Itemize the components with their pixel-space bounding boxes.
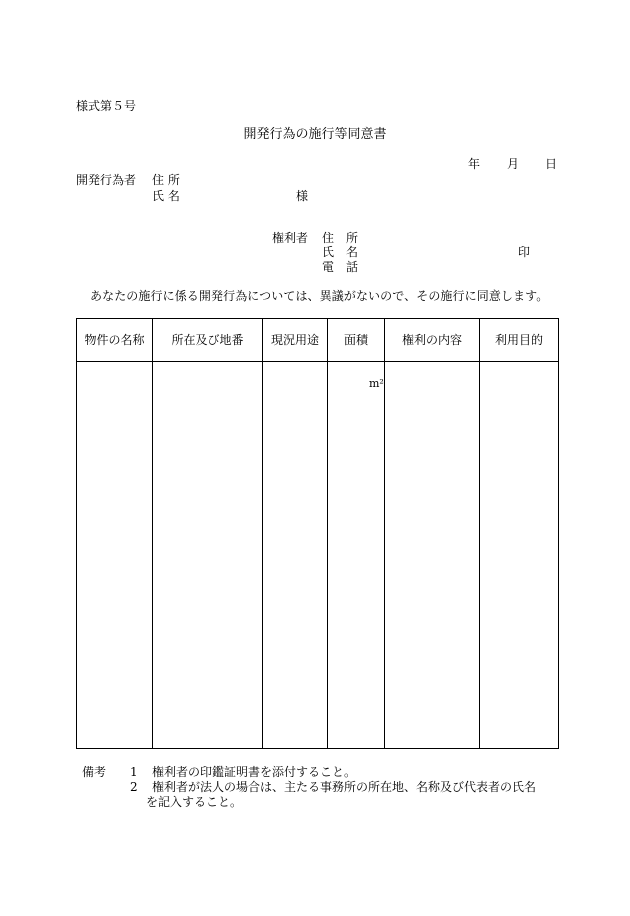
table-row (77, 362, 559, 749)
right-holder-phone-label: 電 話 (322, 260, 359, 274)
note-number: 2 (130, 780, 138, 794)
seal-mark: 印 (518, 245, 531, 259)
date-month-label: 月 (507, 157, 520, 171)
cell-current-use[interactable] (263, 362, 328, 749)
note-continuation: を記入すること。 (146, 795, 243, 809)
note-text: 権利者の印鑑証明書を添付すること。 (152, 765, 357, 779)
developer-address-label: 住 所 (152, 173, 180, 187)
area-unit: m² (369, 377, 384, 390)
note-text: 権利者が法人の場合は、主たる事務所の所在地、名称及び代表者の氏名 (152, 780, 537, 794)
consent-statement: あなたの施行に係る開発行為については、異議がないので、その施行に同意します。 (90, 289, 549, 303)
header-current-use: 現況用途 (263, 319, 328, 362)
date-year-label: 年 (468, 157, 481, 171)
note-number: 1 (130, 765, 138, 779)
cell-location[interactable] (153, 362, 263, 749)
right-holder-label: 権利者 (272, 231, 309, 245)
table-header-row (77, 319, 559, 362)
property-table (76, 318, 559, 749)
date-day-label: 日 (545, 157, 558, 171)
cell-property-name[interactable] (77, 362, 153, 749)
cell-right-content[interactable] (385, 362, 480, 749)
developer-label: 開発行為者 (76, 173, 137, 187)
header-area: 面積 (328, 319, 385, 362)
developer-honorific: 様 (296, 189, 309, 203)
header-purpose: 利用目的 (480, 319, 559, 362)
cell-area[interactable] (328, 362, 385, 749)
form-number: 様式第５号 (76, 99, 137, 113)
document-title: 開発行為の施行等同意書 (243, 127, 387, 142)
right-holder-name-label: 氏 名 (322, 245, 359, 259)
header-right-content: 権利の内容 (385, 319, 480, 362)
notes-label: 備考 (82, 765, 107, 779)
right-holder-address-label: 住 所 (322, 231, 359, 245)
cell-purpose[interactable] (480, 362, 559, 749)
header-location: 所在及び地番 (153, 319, 263, 362)
header-property-name: 物件の名称 (77, 319, 153, 362)
developer-name-label: 氏 名 (152, 189, 180, 203)
